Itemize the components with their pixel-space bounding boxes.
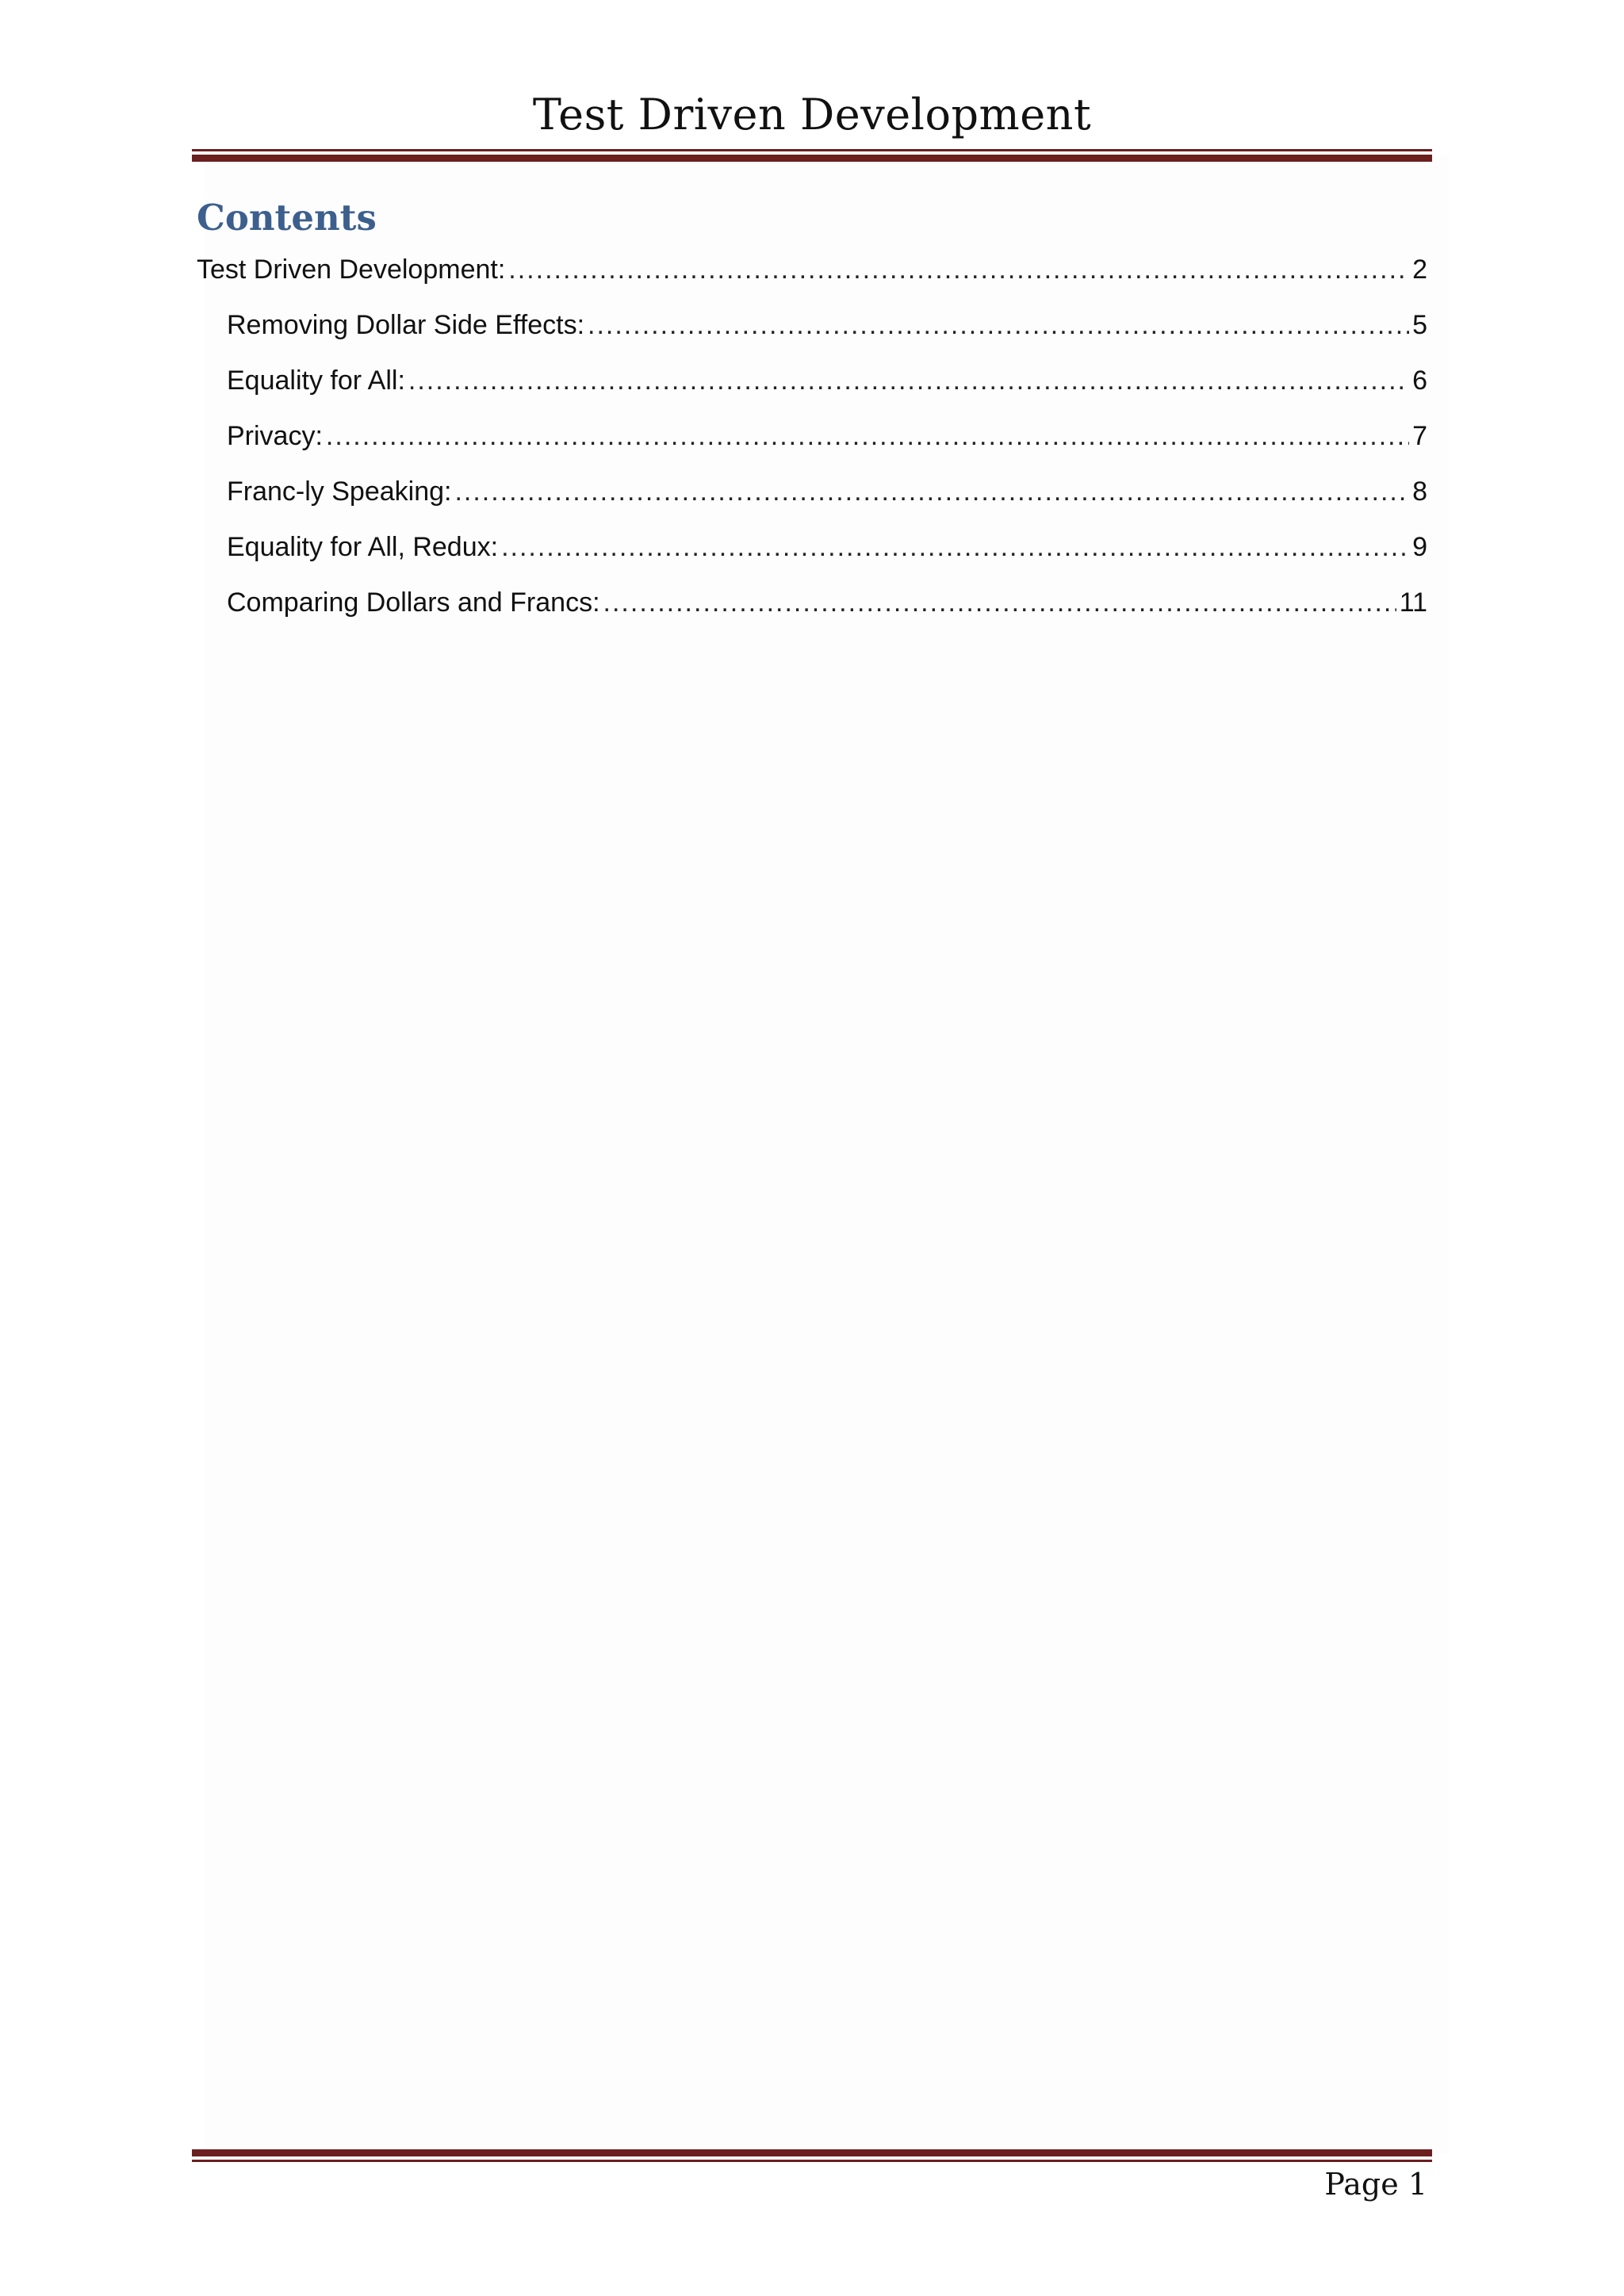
toc-entry[interactable] (197, 306, 1427, 362)
toc-entry-title: Equality for All: (227, 365, 405, 396)
toc-entry-page: 11 (1399, 587, 1427, 618)
contents-heading: Contents (197, 197, 377, 239)
toc-dot-leader (454, 473, 1409, 511)
toc-dot-leader (588, 306, 1409, 344)
toc-entry-page: 9 (1412, 532, 1427, 562)
table-of-contents (197, 251, 1427, 639)
toc-dot-leader (408, 362, 1409, 400)
toc-entry-page: 2 (1412, 254, 1427, 285)
toc-dot-leader (326, 417, 1409, 455)
toc-entry-title: Franc-ly Speaking: (227, 476, 452, 507)
toc-dot-leader (501, 528, 1409, 566)
page-number: Page 1 (1324, 2167, 1427, 2202)
toc-entry-page: 6 (1412, 365, 1427, 396)
footer-rule (192, 2149, 1432, 2162)
toc-entry-page: 5 (1412, 310, 1427, 340)
toc-entry[interactable] (197, 528, 1427, 584)
header-rule (192, 149, 1432, 162)
toc-dot-leader (603, 584, 1396, 622)
toc-entry[interactable] (197, 417, 1427, 473)
toc-dot-leader (508, 251, 1409, 289)
toc-entry-page: 8 (1412, 476, 1427, 507)
toc-entry-title: Comparing Dollars and Francs: (227, 587, 600, 618)
toc-entry-title: Equality for All, Redux: (227, 532, 499, 562)
toc-entry-title: Test Driven Development: (197, 254, 506, 285)
toc-entry[interactable] (197, 584, 1427, 639)
toc-entry[interactable] (197, 473, 1427, 528)
header-title: Test Driven Development (532, 90, 1092, 140)
toc-entry-title: Privacy: (227, 421, 323, 451)
toc-entry[interactable] (197, 362, 1427, 417)
toc-entry-title: Removing Dollar Side Effects: (227, 310, 585, 340)
toc-entry-page: 7 (1412, 421, 1427, 451)
toc-entry[interactable] (197, 251, 1427, 306)
